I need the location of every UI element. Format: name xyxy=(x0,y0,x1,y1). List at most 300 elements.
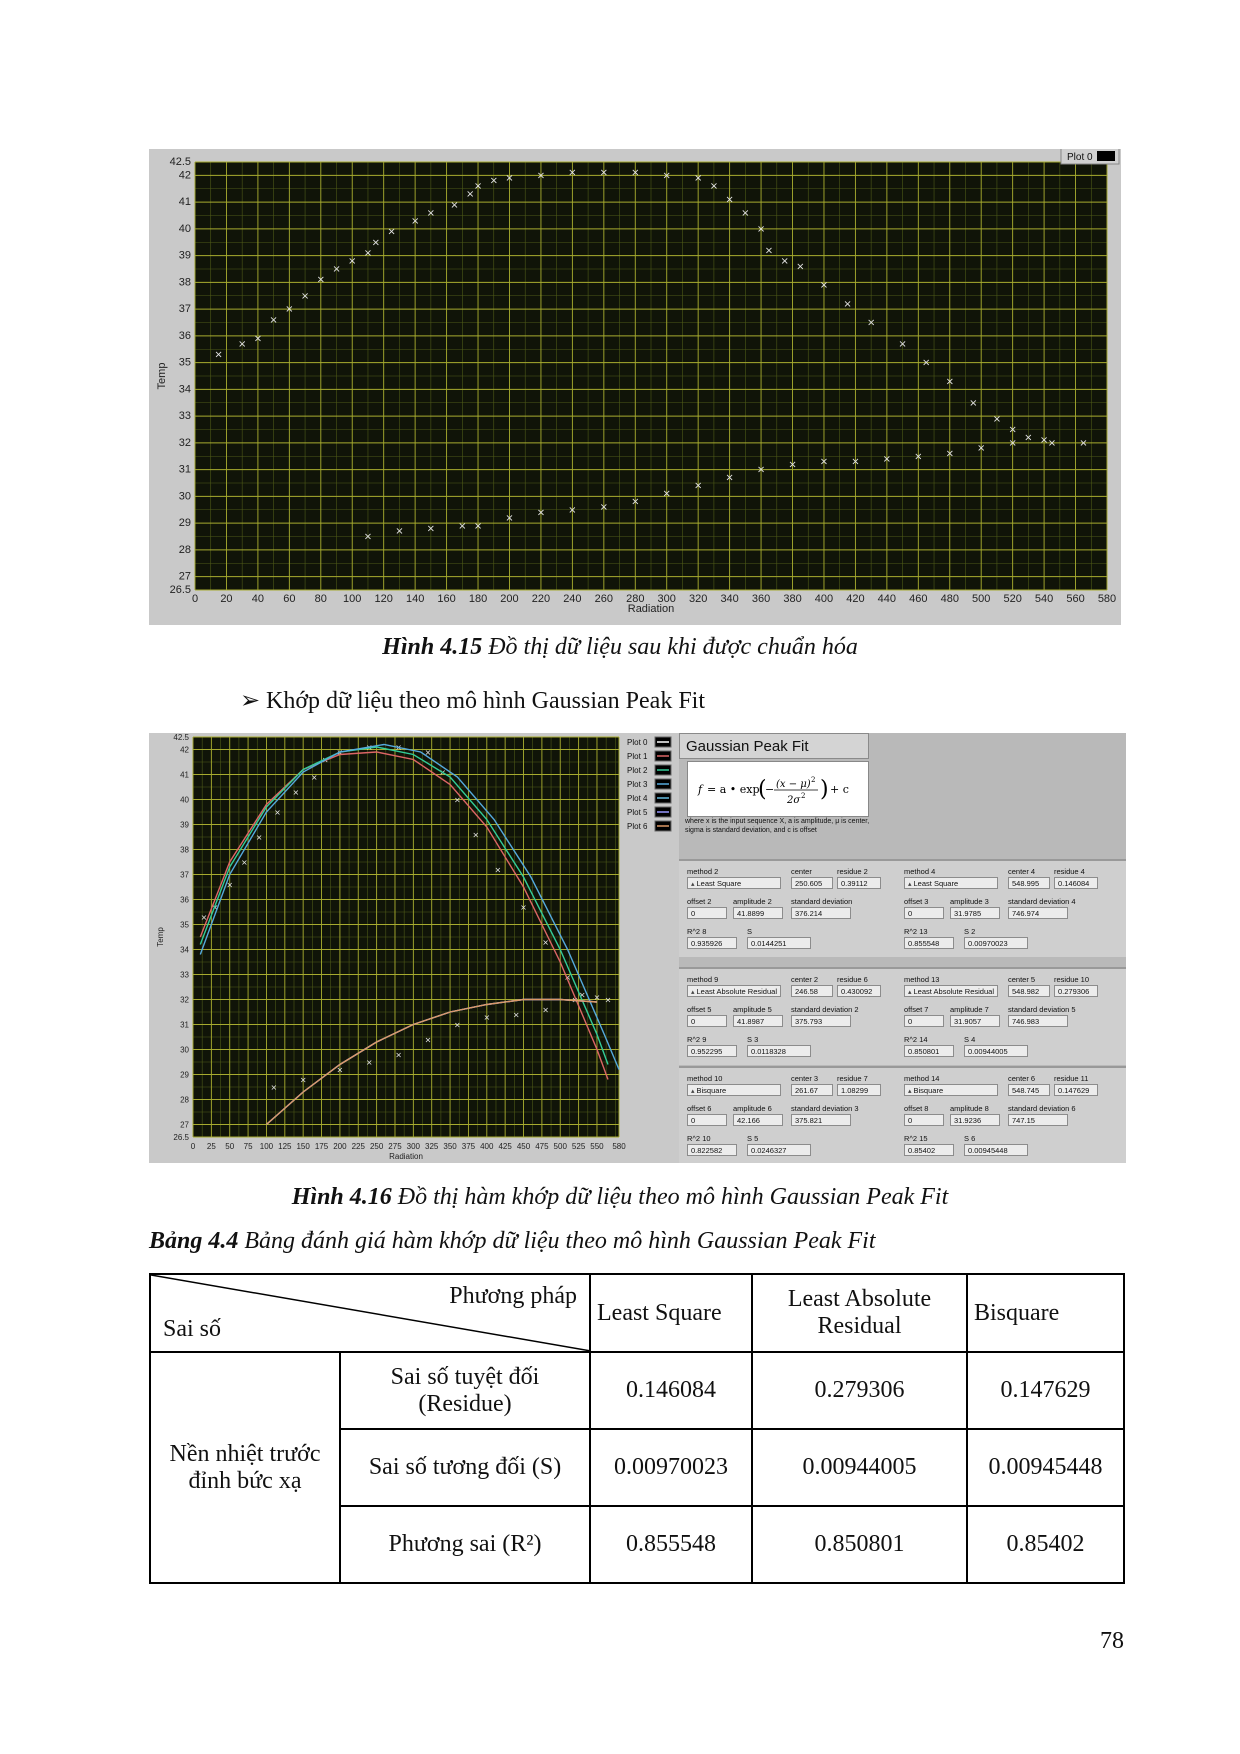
svg-text:): ) xyxy=(820,777,829,802)
x-tick-label: 520 xyxy=(1003,593,1022,605)
center-field[interactable]: 246.58 xyxy=(791,985,833,997)
data-point: × xyxy=(843,298,852,310)
std-deviation-field[interactable]: 375.821 xyxy=(791,1114,851,1126)
y-tick-label: 40 xyxy=(180,795,189,805)
x-tick-label: 80 xyxy=(314,593,327,605)
method-block xyxy=(687,969,892,1065)
data-point: × xyxy=(241,858,248,867)
svg-text:(x − μ): (x − μ) xyxy=(776,779,811,790)
data-point: × xyxy=(332,264,341,275)
y-tick-label: 31 xyxy=(178,463,191,476)
y-tick-label: 35 xyxy=(178,356,191,369)
method-label: method 10 xyxy=(687,1074,723,1083)
data-point: × xyxy=(270,1083,278,1092)
std-deviation-field[interactable]: 376.214 xyxy=(791,907,851,919)
data-point: × xyxy=(365,743,373,752)
data-point: × xyxy=(269,314,278,326)
method-select[interactable]: ▴ Least Absolute Residual xyxy=(904,985,998,997)
table-cell: 0.850801 xyxy=(752,1506,967,1583)
figure-4-16 xyxy=(149,733,1126,1163)
offset-field[interactable]: 0 xyxy=(687,907,727,919)
data-point: × xyxy=(363,531,373,543)
x-tick-label: 275 xyxy=(388,1142,402,1151)
method-select[interactable]: ▴ Least Square xyxy=(904,877,998,889)
y-tick-label: 28 xyxy=(180,1095,189,1105)
data-point: × xyxy=(882,453,892,465)
data-point: × xyxy=(662,488,671,500)
y-tick-label: 42 xyxy=(180,745,189,755)
data-point: × xyxy=(458,520,467,532)
table-cell: 0.146084 xyxy=(590,1352,752,1429)
s-field[interactable]: 0.0144251 xyxy=(747,937,811,949)
data-point: × xyxy=(363,247,373,259)
data-point: × xyxy=(395,743,403,752)
data-point: × xyxy=(914,451,923,463)
method-label: method 14 xyxy=(904,1074,940,1083)
data-point: × xyxy=(571,995,579,1005)
residue-field[interactable]: 0.430092 xyxy=(837,985,881,997)
residue-field[interactable]: 0.146084 xyxy=(1054,877,1098,889)
method-label: method 13 xyxy=(904,975,940,984)
center-field[interactable]: 548.995 xyxy=(1008,877,1050,889)
r2-field[interactable]: 0.855548 xyxy=(904,937,954,949)
data-point: × xyxy=(512,1010,520,1020)
x-tick-label: 440 xyxy=(877,593,897,605)
r2-label: R^2 14 xyxy=(904,1035,928,1044)
data-point: × xyxy=(424,748,432,757)
y-tick-label: 27 xyxy=(180,1120,189,1130)
data-point: × xyxy=(662,170,671,182)
x-tick-label: 580 xyxy=(612,1142,626,1151)
y-tick-label: 41 xyxy=(180,770,189,780)
x-tick-label: 160 xyxy=(437,593,456,605)
center-label: center 6 xyxy=(1008,1074,1036,1083)
x-tick-label: 400 xyxy=(480,1142,494,1151)
figure-4-16-caption xyxy=(0,1184,1240,1211)
evaluation-table xyxy=(149,1273,1125,1584)
data-point: × xyxy=(424,1035,432,1045)
y-tick-label: 26.5 xyxy=(169,584,191,596)
amplitude-field[interactable]: 31.9057 xyxy=(950,1015,1000,1027)
center-field[interactable]: 261.67 xyxy=(791,1084,833,1096)
row-label: Sai số tuyệt đối (Residue) xyxy=(340,1352,590,1429)
data-point: × xyxy=(693,173,703,185)
data-point: × xyxy=(977,443,986,455)
data-point: × xyxy=(1039,435,1049,447)
residue-field[interactable]: 0.147629 xyxy=(1054,1084,1098,1096)
x-tick-label: 220 xyxy=(531,593,551,605)
data-point: × xyxy=(945,376,954,388)
diagonal-header-cell xyxy=(150,1274,590,1352)
x-tick-label: 340 xyxy=(720,593,739,605)
column-header: Least Square xyxy=(590,1274,752,1352)
data-point: × xyxy=(709,181,719,193)
data-point: × xyxy=(593,993,601,1002)
center-field[interactable]: 548.745 xyxy=(1008,1084,1050,1096)
method-select[interactable]: ▴ Bisquare xyxy=(904,1084,998,1096)
data-point: × xyxy=(450,199,459,211)
data-point: × xyxy=(395,526,404,538)
residue-label: residue 6 xyxy=(837,975,868,984)
data-point: × xyxy=(494,865,502,875)
data-point: × xyxy=(568,167,577,179)
std-deviation-label: standard deviation 2 xyxy=(791,1005,859,1014)
x-tick-label: 420 xyxy=(846,593,865,605)
r2-field[interactable]: 0.935926 xyxy=(687,937,737,949)
table-cell: 0.00945448 xyxy=(967,1429,1124,1506)
data-point: × xyxy=(299,1075,307,1085)
x-tick-label: 0 xyxy=(191,593,199,605)
std-deviation-field[interactable]: 747.15 xyxy=(1008,1114,1068,1126)
x-tick-label: 320 xyxy=(688,593,708,605)
data-point: × xyxy=(796,261,805,273)
y-tick-label: 28 xyxy=(178,543,191,556)
x-tick-label: 550 xyxy=(590,1142,604,1151)
center-field[interactable]: 250.605 xyxy=(791,877,833,889)
method-label: method 9 xyxy=(687,975,719,984)
data-point: × xyxy=(542,1005,549,1015)
normalized-data-chart xyxy=(149,149,1121,625)
data-point: × xyxy=(489,175,498,187)
legend-label: Plot 0 xyxy=(627,738,648,747)
x-tick-label: 425 xyxy=(498,1142,512,1151)
data-point: × xyxy=(439,768,447,777)
figure-4-16-text: Đồ thị hàm khớp dữ liệu theo mô hình Gaussian Peak Fit xyxy=(391,1184,949,1210)
amplitude-label: amplitude 5 xyxy=(733,1005,772,1014)
legend-label: Plot 4 xyxy=(627,794,648,803)
data-point: × xyxy=(992,413,1002,425)
data-point: × xyxy=(780,255,789,267)
center-field[interactable]: 548.982 xyxy=(1008,985,1050,997)
data-point: × xyxy=(214,349,223,361)
x-tick-label: 60 xyxy=(283,593,296,605)
table-4-4-text: Bảng đánh giá hàm khớp dữ liệu theo mô hình Gaussian Peak Fit xyxy=(238,1228,876,1254)
row-label: Sai số tương đối (S) xyxy=(340,1429,590,1506)
y-tick-label: 34 xyxy=(178,383,191,396)
y-tick-label: 37 xyxy=(178,303,191,316)
data-point: × xyxy=(599,502,609,514)
x-tick-label: 300 xyxy=(657,593,676,605)
data-point: × xyxy=(348,255,357,267)
data-point: × xyxy=(1024,432,1033,444)
offset-field[interactable]: 0 xyxy=(904,1015,944,1027)
r2-label: R^2 9 xyxy=(687,1035,707,1044)
s-label: S xyxy=(747,927,753,936)
data-point: × xyxy=(321,755,329,765)
y-axis-label: Temp xyxy=(156,362,168,390)
table-cell: 0.00970023 xyxy=(590,1429,752,1506)
bullet-text: Khớp dữ liệu theo mô hình Gaussian Peak Fit xyxy=(266,688,705,714)
std-deviation-field[interactable]: 375.793 xyxy=(791,1015,851,1027)
data-point: × xyxy=(253,333,263,345)
y-tick-label: 33 xyxy=(178,410,191,423)
table-cell: 0.855548 xyxy=(590,1506,752,1583)
data-point: × xyxy=(866,317,876,329)
amplitude-field[interactable]: 31.9785 xyxy=(950,907,1000,919)
data-point: × xyxy=(578,990,586,1000)
amplitude-field[interactable]: 31.9236 xyxy=(950,1114,1000,1126)
y-tick-label: 39 xyxy=(178,249,191,262)
x-tick-label: 20 xyxy=(220,593,233,605)
data-point: × xyxy=(387,226,396,238)
data-point: × xyxy=(505,173,514,185)
y-tick-label: 38 xyxy=(180,845,189,855)
data-point: × xyxy=(568,504,577,516)
gaussian-peak-fit-panel xyxy=(679,733,1126,1163)
offset-label: offset 5 xyxy=(687,1005,712,1014)
gaussian-fit-chart xyxy=(149,733,679,1163)
x-tick-label: 580 xyxy=(1097,593,1117,605)
data-point: × xyxy=(945,448,954,460)
amplitude-field[interactable]: 41.8899 xyxy=(733,907,783,919)
offset-field[interactable]: 0 xyxy=(687,1114,727,1126)
y-tick-label: 26.5 xyxy=(173,1133,189,1142)
method-group xyxy=(679,967,1126,1065)
std-deviation-label: standard deviation 4 xyxy=(1008,897,1076,906)
data-point: × xyxy=(1079,437,1088,449)
std-deviation-field[interactable]: 746.974 xyxy=(1008,907,1068,919)
header-method: Phương pháp xyxy=(449,1283,577,1309)
data-point: × xyxy=(1047,437,1057,449)
data-point: × xyxy=(564,973,571,982)
table-cell: 0.279306 xyxy=(752,1352,967,1429)
y-tick-label: 30 xyxy=(178,490,191,503)
group-cell: Nền nhiệt trước đỉnh bức xạ xyxy=(150,1352,340,1583)
r2-field[interactable]: 0.85402 xyxy=(904,1144,954,1156)
center-label: center 3 xyxy=(791,1074,819,1083)
method-block xyxy=(904,861,1109,957)
x-tick-label: 475 xyxy=(535,1142,549,1151)
std-deviation-label: standard deviation xyxy=(791,897,853,906)
offset-label: offset 8 xyxy=(904,1104,929,1113)
x-tick-label: 120 xyxy=(374,593,393,605)
x-tick-label: 125 xyxy=(278,1142,292,1151)
data-point: × xyxy=(741,207,750,219)
x-tick-label: 140 xyxy=(405,593,425,605)
data-point: × xyxy=(788,459,797,471)
data-point: × xyxy=(426,523,436,535)
data-point: × xyxy=(851,456,860,468)
data-point: × xyxy=(300,290,310,302)
legend-label: Plot 0 xyxy=(1067,152,1093,163)
x-tick-label: 350 xyxy=(443,1142,457,1151)
legend-label: Plot 2 xyxy=(627,766,648,775)
table-row xyxy=(150,1352,1124,1429)
method-select[interactable]: ▴ Least Absolute Residual xyxy=(687,985,781,997)
svg-text:f: f xyxy=(698,783,703,796)
data-point: × xyxy=(285,304,294,316)
data-point: × xyxy=(371,237,381,249)
x-tick-label: 450 xyxy=(516,1142,531,1151)
table-cell: 0.85402 xyxy=(967,1506,1124,1583)
y-tick-label: 34 xyxy=(180,945,189,955)
formula-description: where x is the input sequence X, a is amplitude, μ is center, sigma is standard deviation, and c is offset xyxy=(685,818,870,834)
x-axis-label: Radiation xyxy=(627,603,675,615)
method-block xyxy=(904,1068,1109,1163)
y-tick-label: 32 xyxy=(178,436,191,449)
amplitude-label: amplitude 8 xyxy=(950,1104,989,1113)
method-label: method 2 xyxy=(687,867,719,876)
data-point: × xyxy=(465,189,475,201)
data-point: × xyxy=(426,207,436,219)
residue-label: residue 10 xyxy=(1054,975,1090,984)
data-point: × xyxy=(536,170,546,182)
data-point: × xyxy=(473,181,483,193)
data-point: × xyxy=(410,215,420,227)
arrow-bullet-icon: ➢ xyxy=(240,688,261,714)
method-group xyxy=(679,859,1126,957)
data-point: × xyxy=(483,1013,491,1022)
residue-field[interactable]: 0.279306 xyxy=(1054,985,1098,997)
method-label: method 4 xyxy=(904,867,936,876)
s-field[interactable]: 0.0246327 xyxy=(747,1144,811,1156)
svg-text:2: 2 xyxy=(811,776,816,784)
legend-label: Plot 5 xyxy=(627,808,648,817)
r2-field[interactable]: 0.822582 xyxy=(687,1144,737,1156)
r2-label: R^2 13 xyxy=(904,927,928,936)
x-tick-label: 300 xyxy=(406,1142,421,1151)
method-group xyxy=(679,1066,1126,1163)
s-field[interactable]: 0.00944005 xyxy=(964,1045,1028,1057)
data-point: × xyxy=(454,795,461,805)
r2-field[interactable]: 0.850801 xyxy=(904,1045,954,1057)
offset-field[interactable]: 0 xyxy=(687,1015,727,1027)
method-block xyxy=(904,969,1109,1065)
column-header: Bisquare xyxy=(967,1274,1124,1352)
std-deviation-field[interactable]: 746.983 xyxy=(1008,1015,1068,1027)
x-tick-label: 75 xyxy=(243,1142,253,1151)
x-tick-label: 180 xyxy=(468,593,488,605)
s-label: S 2 xyxy=(964,927,976,936)
data-point: × xyxy=(473,520,483,532)
method-select[interactable]: ▴ Least Square xyxy=(687,877,781,889)
data-point: × xyxy=(200,913,208,922)
svg-text:+ c: + c xyxy=(830,783,849,796)
residue-label: residue 4 xyxy=(1054,867,1085,876)
y-tick-label: 41 xyxy=(178,196,191,209)
data-point: × xyxy=(237,338,247,350)
y-tick-label: 27 xyxy=(178,570,191,583)
s-field[interactable]: 0.00945448 xyxy=(964,1144,1028,1156)
s-label: S 5 xyxy=(747,1134,759,1143)
x-tick-label: 150 xyxy=(296,1142,310,1151)
formula-image xyxy=(688,762,868,816)
amplitude-field[interactable]: 42.166 xyxy=(733,1114,783,1126)
s-label: S 4 xyxy=(964,1035,976,1044)
s-field[interactable]: 0.0118328 xyxy=(747,1045,811,1057)
offset-field[interactable]: 0 xyxy=(904,1114,944,1126)
s-label: S 6 xyxy=(964,1134,976,1143)
data-point: × xyxy=(725,194,734,206)
data-point: × xyxy=(599,167,609,179)
offset-field[interactable]: 0 xyxy=(904,907,944,919)
data-point: × xyxy=(310,773,318,782)
x-tick-label: 240 xyxy=(563,593,582,605)
data-point: × xyxy=(274,808,281,817)
data-point: × xyxy=(211,903,219,912)
legend-label: Plot 1 xyxy=(627,752,648,761)
x-tick-label: 375 xyxy=(461,1142,476,1151)
s-label: S 3 xyxy=(747,1035,759,1044)
figure-4-15 xyxy=(149,149,1121,625)
residue-field[interactable]: 0.39112 xyxy=(837,877,881,889)
y-tick-label: 30 xyxy=(180,1045,189,1055)
data-point: × xyxy=(542,938,549,947)
data-point: × xyxy=(921,357,931,369)
r2-label: R^2 8 xyxy=(687,927,707,936)
data-point: × xyxy=(1008,424,1017,436)
x-tick-label: 400 xyxy=(814,593,834,605)
y-tick-label: 39 xyxy=(180,820,189,830)
y-tick-label: 31 xyxy=(180,1020,189,1030)
residue-label: residue 2 xyxy=(837,867,868,876)
y-tick-label: 32 xyxy=(180,995,189,1005)
data-point: × xyxy=(725,472,734,484)
figure-4-16-label: Hình 4.16 xyxy=(291,1184,392,1210)
legend-label: Plot 6 xyxy=(627,822,648,831)
y-axis-label: Temp xyxy=(156,927,165,947)
offset-label: offset 3 xyxy=(904,897,929,906)
data-point: × xyxy=(631,496,640,508)
data-point: × xyxy=(255,833,263,842)
data-point: × xyxy=(365,1058,373,1067)
offset-label: offset 6 xyxy=(687,1104,712,1113)
data-point: × xyxy=(756,464,766,476)
std-deviation-label: standard deviation 6 xyxy=(1008,1104,1076,1113)
center-label: center xyxy=(791,867,812,876)
x-tick-label: 280 xyxy=(626,593,645,605)
r2-label: R^2 15 xyxy=(904,1134,928,1143)
x-tick-label: 480 xyxy=(940,593,959,605)
data-point: × xyxy=(819,456,829,468)
residue-field[interactable]: 1.08299 xyxy=(837,1084,881,1096)
x-tick-label: 540 xyxy=(1034,593,1054,605)
amplitude-label: amplitude 2 xyxy=(733,897,772,906)
svg-text:= a • exp: = a • exp xyxy=(707,783,760,796)
data-point: × xyxy=(1008,437,1017,449)
panel-title: Gaussian Peak Fit xyxy=(679,733,869,759)
amplitude-field[interactable]: 41.8987 xyxy=(733,1015,783,1027)
amplitude-label: amplitude 7 xyxy=(950,1005,989,1014)
x-tick-label: 525 xyxy=(571,1142,586,1151)
r2-field[interactable]: 0.952295 xyxy=(687,1045,737,1057)
svg-text:(: ( xyxy=(758,777,767,802)
x-tick-label: 50 xyxy=(225,1142,235,1151)
data-point: × xyxy=(819,280,829,292)
column-header: Least Absolute Residual xyxy=(752,1274,967,1352)
figure-4-15-text: Đồ thị dữ liệu sau khi được chuẩn hóa xyxy=(482,634,858,660)
y-tick-label: 36 xyxy=(178,329,191,342)
residue-label: residue 7 xyxy=(837,1074,868,1083)
x-tick-label: 360 xyxy=(751,593,771,605)
svg-text:2σ: 2σ xyxy=(787,795,801,806)
table-cell: 0.147629 xyxy=(967,1352,1124,1429)
y-tick-label: 29 xyxy=(178,517,191,530)
method-select[interactable]: ▴ Bisquare xyxy=(687,1084,781,1096)
data-point: × xyxy=(520,903,527,912)
std-deviation-label: standard deviation 5 xyxy=(1008,1005,1076,1014)
std-deviation-label: standard deviation 3 xyxy=(791,1104,859,1113)
center-label: center 2 xyxy=(791,975,819,984)
y-tick-label: 35 xyxy=(180,920,189,930)
s-field[interactable]: 0.00970023 xyxy=(964,937,1028,949)
data-point: × xyxy=(969,397,978,409)
x-tick-label: 325 xyxy=(425,1142,439,1151)
figure-4-15-label: Hình 4.15 xyxy=(382,634,483,660)
x-tick-label: 380 xyxy=(783,593,802,605)
x-tick-label: 200 xyxy=(333,1142,347,1151)
page-number: 78 xyxy=(1100,1628,1124,1654)
